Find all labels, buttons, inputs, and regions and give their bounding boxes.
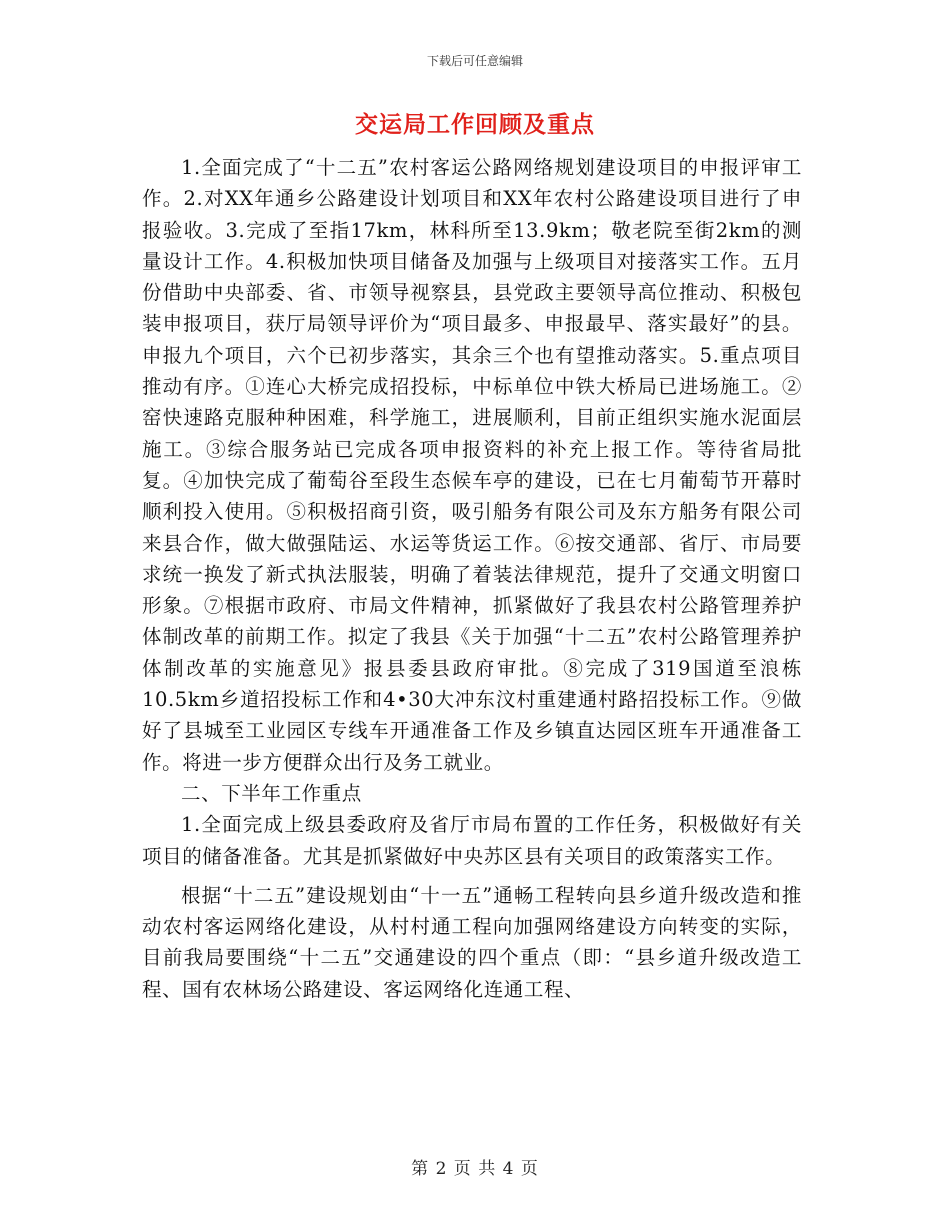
document-body [142,152,802,1005]
paragraph-key-task-1: 1.全面完成上级县委政府及省厅市局布置的工作任务，积极做好有关项目的储备准备。尤其是抓紧做好中央苏区县有关项目的政策落实工作。 [142,813,802,868]
paragraph-work-review: 1.全面完成了“十二五”农村客运公路网络规划建设项目的申报评审工作。2.对XX年通乡公路建设计划项目和XX年农村公路建设项目进行了申报验收。3.完成了至指17km，林科所至13.9km；敬老院至街2km的测量设计工作。4.积极加快项目储备及加强与上级项目对接落实工作。五月份借助中央部委、省、市领导视察县，县党政主要领导高位推动、积极包装申报项目，获厅局领导评价为“项目最多、申报最早、落实最好”的县。申报九个项目，六个已初步落实，其余三个也有望推动落实。5.重点项目推动有序。①连心大桥完成招投标，中标单位中铁大桥局已进场施工。②窑快速路克服种种困难，科学施工，进展顺利，目前正组织实施水泥面层施工。③综合服务站已完成各项申报资料的补充上报工作。等待省局批复。④加快完成了葡萄谷至段生态候车亭的建设，已在七月葡萄节开幕时顺利投入使用。⑤积极招商引资，吸引船务有限公司及东方船务有限公司来县合作，做大做强陆运、水运等货运工作。⑥按交通部、省厅、市局要求统一换发了新式执法服装，明确了着装法律规范，提升了交通文明窗口形象。⑦根据市政府、市局文件精神，抓紧做好了我县农村公路管理养护体制改革的前期工作。拟定了我县《关于加强“十二五”农村公路管理养护体制改革的实施意见》报县委县政府审批。⑧完成了319国道至浪栋10.5km乡道招投标工作和4•30大冲东汶村重建通村路招投标工作。⑨做好了县城至工业园区专线车开通准备工作及乡镇直达园区班车开通准备工作。将进一步方便群众出行及务工就业。 [142,156,802,774]
page-header-note: 下载后可任意编辑 [426,54,523,68]
paragraph-plan-basis: 根据“十二五”建设规划由“十一五”通畅工程转向县乡道升级改造和推动农村客运网络化建设，从村村通工程向加强网络建设方向转变的实际，目前我局要围绕“十二五”交通建设的四个重点（即：“县乡道升级改造工程、国有农林场公路建设、客运网络化连通工程、 [142,883,802,1001]
section-heading-second-half: 二、下半年工作重点 [181,781,362,805]
document-title: 交运局工作回顾及重点 [355,111,595,138]
page-number: 第 2 页 共 4 页 [411,1159,539,1179]
